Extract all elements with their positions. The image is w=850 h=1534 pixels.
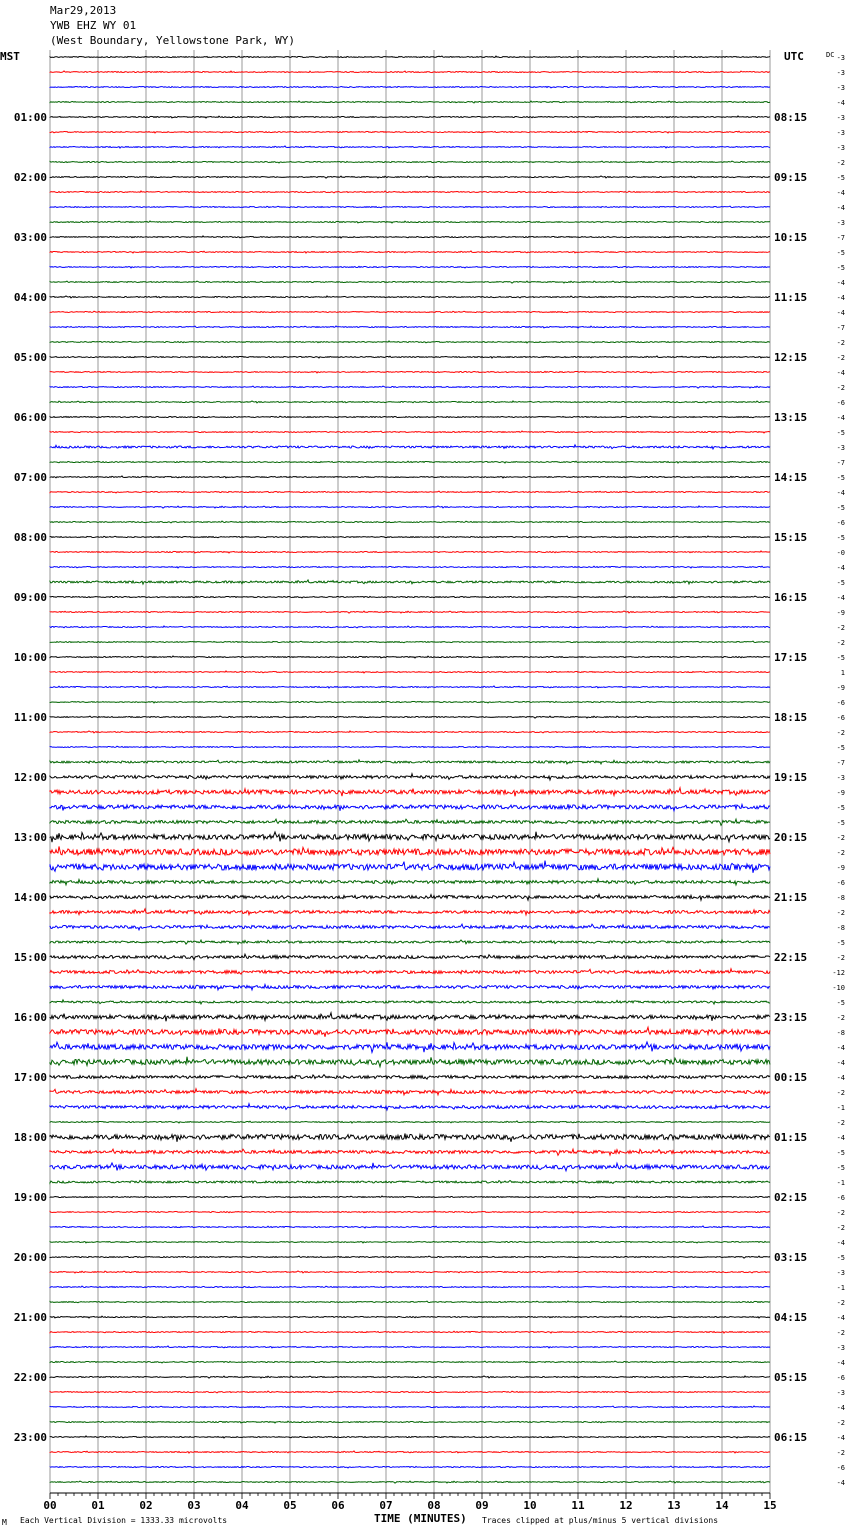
dc-offset-label: -3 — [836, 114, 845, 122]
dc-offset-label: -5 — [836, 1164, 845, 1172]
dc-offset-label: -4 — [836, 99, 845, 107]
dc-offset-label: -2 — [836, 1449, 845, 1457]
seismic-trace — [50, 1104, 770, 1110]
seismic-trace — [50, 1121, 770, 1123]
dc-offset-label: -7 — [836, 324, 845, 332]
seismic-trace — [50, 1436, 770, 1438]
seismic-trace — [50, 1196, 770, 1198]
dc-offset-label: -4 — [836, 1314, 845, 1322]
dc-offset-label: -2 — [836, 1014, 845, 1022]
mst-hour-label: 19:00 — [13, 1191, 47, 1204]
seismic-trace — [50, 656, 770, 658]
dc-offset-label: -7 — [836, 234, 845, 242]
utc-hour-label: 01:15 — [774, 1131, 808, 1144]
seismic-trace — [50, 1163, 770, 1171]
seismic-trace — [50, 341, 770, 343]
seismic-trace — [50, 146, 770, 148]
seismic-trace — [50, 1180, 770, 1183]
utc-hour-label: 15:15 — [774, 531, 808, 544]
seismic-trace — [50, 506, 770, 508]
x-tick-label: 14 — [715, 1499, 729, 1512]
dc-offset-label: -7 — [836, 759, 845, 767]
seismic-trace — [50, 101, 770, 103]
seismic-trace — [50, 161, 770, 163]
corner-mark: M — [2, 1518, 7, 1527]
axis-labels — [14, 51, 845, 1512]
dc-offset-label: -2 — [836, 384, 845, 392]
utc-hour-label: 10:15 — [774, 231, 808, 244]
dc-offset-label: -3 — [836, 1344, 845, 1352]
mst-hour-label: 07:00 — [13, 471, 47, 484]
seismic-trace — [50, 176, 770, 178]
seismic-trace — [50, 804, 770, 811]
mst-hour-label: 18:00 — [13, 1131, 47, 1144]
x-tick-label: 01 — [91, 1499, 105, 1512]
dc-offset-label: -4 — [836, 1134, 845, 1142]
seismic-trace — [50, 940, 770, 944]
seismic-trace — [50, 251, 770, 253]
x-tick-label: 07 — [379, 1499, 393, 1512]
seismic-trace — [50, 1346, 770, 1348]
seismic-trace — [50, 924, 770, 930]
seismic-trace — [50, 1000, 770, 1004]
mst-hour-label: 05:00 — [13, 351, 47, 364]
seismic-trace — [50, 1286, 770, 1287]
dc-offset-label: -9 — [836, 684, 845, 692]
dc-offset-label: -4 — [836, 594, 845, 602]
seismic-trace — [50, 116, 770, 118]
seismic-trace — [50, 846, 770, 855]
seismic-trace — [50, 476, 770, 478]
seismic-trace — [50, 611, 770, 613]
dc-offset-label: -2 — [836, 729, 845, 737]
dc-offset-label: -6 — [836, 1374, 845, 1382]
seismic-trace — [50, 984, 770, 989]
dc-offset-label: -3 — [836, 774, 845, 782]
dc-offset-label: -4 — [836, 1359, 845, 1367]
dc-offset-label: -3 — [836, 1269, 845, 1277]
dc-offset-label: -4 — [836, 414, 845, 422]
seismic-trace — [50, 1406, 770, 1408]
dc-offset-label: -4 — [836, 1479, 845, 1487]
utc-hour-label: 18:15 — [774, 711, 808, 724]
dc-offset-label: -4 — [836, 1239, 845, 1247]
seismic-trace — [50, 879, 770, 885]
seismic-trace — [50, 701, 770, 703]
dc-offset-label: -2 — [836, 954, 845, 962]
dc-offset-label: -4 — [836, 564, 845, 572]
dc-offset-label: -5 — [836, 819, 845, 827]
dc-offset-label: -5 — [836, 804, 845, 812]
seismic-trace — [50, 731, 770, 733]
utc-hour-label: 13:15 — [774, 411, 808, 424]
seismic-trace — [50, 894, 770, 900]
seismic-trace — [50, 832, 770, 842]
dc-offset-label: -4 — [836, 1434, 845, 1442]
mst-hour-label: 16:00 — [13, 1011, 47, 1024]
dc-offset-label: -5 — [836, 504, 845, 512]
seismic-trace — [50, 311, 770, 312]
seismic-trace — [50, 386, 770, 388]
seismic-trace — [50, 566, 770, 568]
mst-hour-label: 03:00 — [13, 231, 47, 244]
dc-offset-label: -4 — [836, 1044, 845, 1052]
dc-offset-label: -4 — [836, 204, 845, 212]
seismic-trace — [50, 206, 770, 208]
mst-hour-label: 13:00 — [13, 831, 47, 844]
seismic-trace — [50, 296, 770, 298]
dc-offset-label: -5 — [836, 429, 845, 437]
utc-hour-label: 05:15 — [774, 1371, 808, 1384]
seismic-trace — [50, 909, 770, 915]
seismic-trace — [50, 491, 770, 493]
dc-offset-label: -3 — [836, 1389, 845, 1397]
mst-hour-label: 06:00 — [13, 411, 47, 424]
dc-offset-label: -6 — [836, 1194, 845, 1202]
dc-offset-label: -5 — [836, 474, 845, 482]
dc-offset-label: -8 — [836, 1029, 845, 1037]
dc-offset-label: -1 — [836, 1104, 845, 1112]
x-tick-label: 06 — [331, 1499, 345, 1512]
seismic-traces — [50, 56, 770, 1483]
station-location: (West Boundary, Yellowstone Park, WY) — [50, 34, 296, 47]
seismic-trace — [50, 1226, 770, 1228]
dc-offset-label: -2 — [836, 849, 845, 857]
plot-date: Mar29,2013 — [50, 4, 117, 17]
dc-offset-label: -9 — [836, 609, 845, 617]
seismic-trace — [50, 1089, 770, 1095]
seismic-trace — [50, 1013, 770, 1021]
dc-offset-label: -5 — [836, 264, 845, 272]
seismic-trace — [50, 1241, 770, 1243]
dc-offset-label: -6 — [836, 519, 845, 527]
scale-note: Each Vertical Division = 1333.33 microvolts — [20, 1516, 228, 1525]
seismic-trace — [50, 281, 770, 283]
seismic-trace — [50, 1421, 770, 1423]
seismic-trace — [50, 788, 770, 796]
seismic-trace — [50, 371, 770, 373]
dc-offset-label: -1 — [836, 1179, 845, 1187]
x-tick-label: 11 — [571, 1499, 585, 1512]
seismic-trace — [50, 131, 770, 133]
seismic-trace — [50, 1466, 770, 1468]
seismic-trace — [50, 626, 770, 628]
mst-hour-label: 09:00 — [13, 591, 47, 604]
x-tick-label: 10 — [523, 1499, 537, 1512]
dc-offset-label: 1 — [840, 669, 845, 677]
mst-hour-label: 04:00 — [13, 291, 47, 304]
seismic-trace — [50, 1075, 770, 1079]
seismic-trace — [50, 1134, 770, 1142]
dc-offset-label: -4 — [836, 489, 845, 497]
dc-offset-label: -2 — [836, 1089, 845, 1097]
x-tick-label: 15 — [763, 1499, 777, 1512]
x-axis-title: TIME (MINUTES) — [374, 1512, 467, 1525]
dc-offset-label: -3 — [836, 69, 845, 77]
utc-hour-label: 23:15 — [774, 1011, 808, 1024]
seismic-trace — [50, 356, 770, 358]
dc-offset-label: -3 — [836, 129, 845, 137]
x-tick-label: 09 — [475, 1499, 489, 1512]
seismic-trace — [50, 401, 770, 403]
utc-axis-label: UTC — [784, 50, 804, 63]
mst-hour-label: 15:00 — [13, 951, 47, 964]
seismic-trace — [50, 819, 770, 825]
dc-offset-label: -4 — [836, 1074, 845, 1082]
dc-offset-label: -2 — [836, 354, 845, 362]
dc-offset-label: -6 — [836, 399, 845, 407]
dc-offset-label: -2 — [836, 1419, 845, 1427]
dc-offset-label: -5 — [836, 579, 845, 587]
seismic-trace — [50, 266, 770, 268]
mst-hour-label: 22:00 — [13, 1371, 47, 1384]
dc-offset-label: -1 — [836, 1284, 845, 1292]
seismic-trace — [50, 954, 770, 960]
seismic-trace — [50, 596, 770, 598]
dc-offset-label: -2 — [836, 624, 845, 632]
seismic-trace — [50, 416, 770, 417]
utc-hour-label: 03:15 — [774, 1251, 808, 1264]
dc-offset-label: -2 — [836, 1224, 845, 1232]
utc-hour-label: 17:15 — [774, 651, 808, 664]
dc-offset-label: -5 — [836, 1149, 845, 1157]
x-tick-label: 02 — [139, 1499, 153, 1512]
dc-offset-label: -10 — [832, 984, 845, 992]
mst-hour-label: 10:00 — [13, 651, 47, 664]
utc-hour-label: 08:15 — [774, 111, 808, 124]
x-tick-label: 00 — [43, 1499, 57, 1512]
seismic-trace — [50, 86, 770, 87]
seismic-trace — [50, 716, 770, 718]
dc-offset-label: -3 — [836, 444, 845, 452]
x-tick-label: 08 — [427, 1499, 441, 1512]
dc-offset-label: -0 — [836, 549, 845, 557]
seismic-trace — [50, 746, 770, 747]
dc-offset-label: -2 — [836, 1119, 845, 1127]
mst-hour-label: 21:00 — [13, 1311, 47, 1324]
seismic-trace — [50, 1391, 770, 1393]
utc-hour-label: 12:15 — [774, 351, 808, 364]
utc-hour-label: 21:15 — [774, 891, 808, 904]
seismic-trace — [50, 521, 770, 523]
seismic-trace — [50, 551, 770, 553]
utc-hour-label: 06:15 — [774, 1431, 808, 1444]
seismic-trace — [50, 1256, 770, 1258]
dc-offset-label: -5 — [836, 939, 845, 947]
seismic-trace — [50, 1027, 770, 1036]
dc-offset-label: -2 — [836, 1299, 845, 1307]
x-tick-label: 04 — [235, 1499, 249, 1512]
mst-hour-label: 01:00 — [13, 111, 47, 124]
dc-offset-label: -6 — [836, 879, 845, 887]
seismic-trace — [50, 445, 770, 449]
dc-offset-label: -4 — [836, 1404, 845, 1412]
mst-hour-label: 11:00 — [13, 711, 47, 724]
utc-hour-label: 22:15 — [774, 951, 808, 964]
dc-offset-label: -2 — [836, 1329, 845, 1337]
dc-offset-label: -5 — [836, 654, 845, 662]
x-tick-label: 05 — [283, 1499, 297, 1512]
seismic-trace — [50, 1376, 770, 1378]
seismic-trace — [50, 1271, 770, 1273]
dc-offset-label: -6 — [836, 1464, 845, 1472]
mst-axis-label: MST — [0, 50, 20, 63]
seismic-trace — [50, 861, 770, 873]
dc-offset-label: -2 — [836, 339, 845, 347]
x-tick-label: 03 — [187, 1499, 201, 1512]
seismic-trace — [50, 221, 770, 223]
dc-offset-label: -3 — [836, 219, 845, 227]
dc-offset-label: -5 — [836, 249, 845, 257]
dc-offset-label: -4 — [836, 279, 845, 287]
utc-hour-label: 04:15 — [774, 1311, 808, 1324]
dc-offset-label: -5 — [836, 999, 845, 1007]
seismic-trace — [50, 1331, 770, 1333]
dc-offset-label: -6 — [836, 699, 845, 707]
seismic-trace — [50, 1481, 770, 1483]
dc-offset-label: -12 — [832, 969, 845, 977]
dc-offset-label: -2 — [836, 834, 845, 842]
dc-offset-label: -5 — [836, 534, 845, 542]
x-tick-label: 12 — [619, 1499, 633, 1512]
dc-offset-label: -4 — [836, 189, 845, 197]
seismic-trace — [50, 56, 770, 58]
seismic-trace — [50, 1361, 770, 1363]
mst-hour-label: 14:00 — [13, 891, 47, 904]
dc-offset-label: -2 — [836, 639, 845, 647]
dc-offset-label: -4 — [836, 294, 845, 302]
dc-offset-label: -4 — [836, 309, 845, 317]
seismic-trace — [50, 1211, 770, 1213]
utc-hour-label: 19:15 — [774, 771, 808, 784]
dc-offset-label: -3 — [836, 144, 845, 152]
seismic-trace — [50, 431, 770, 433]
seismic-trace — [50, 461, 770, 463]
seismic-trace — [50, 969, 770, 974]
seismic-trace — [50, 671, 770, 673]
seismic-trace — [50, 580, 770, 584]
mst-hour-label: 12:00 — [13, 771, 47, 784]
mst-hour-label: 20:00 — [13, 1251, 47, 1264]
seismic-trace — [50, 1057, 770, 1067]
seismic-trace — [50, 1301, 770, 1303]
mst-hour-label: 23:00 — [13, 1431, 47, 1444]
utc-hour-label: 16:15 — [774, 591, 808, 604]
seismic-trace — [50, 774, 770, 780]
seismic-trace — [50, 536, 770, 538]
dc-offset-label: -3 — [836, 84, 845, 92]
dc-offset-label: -7 — [836, 459, 845, 467]
seismic-trace — [50, 686, 770, 688]
x-tick-label: 13 — [667, 1499, 681, 1512]
seismic-trace — [50, 191, 770, 193]
dc-offset-label: -6 — [836, 714, 845, 722]
dc-offset-label: -5 — [836, 174, 845, 182]
dc-offset-label: -5 — [836, 1254, 845, 1262]
mst-hour-label: 02:00 — [13, 171, 47, 184]
seismic-trace — [50, 641, 770, 643]
dc-offset-label: -2 — [836, 159, 845, 167]
dc-offset-label: -4 — [836, 1059, 845, 1067]
seismic-trace — [50, 1316, 770, 1318]
dc-offset-label: -9 — [836, 864, 845, 872]
dc-offset-label: -9 — [836, 789, 845, 797]
utc-hour-label: 02:15 — [774, 1191, 808, 1204]
dc-offset-label: -2 — [836, 909, 845, 917]
dc-offset-label: -8 — [836, 924, 845, 932]
seismic-trace — [50, 1149, 770, 1155]
clip-note: Traces clipped at plus/minus 5 vertical divisions — [482, 1516, 719, 1525]
seismic-trace — [50, 236, 770, 238]
seismic-trace — [50, 1042, 770, 1052]
dc-label: DC — [826, 51, 835, 59]
seismic-trace — [50, 1451, 770, 1453]
seismic-trace — [50, 760, 770, 764]
utc-hour-label: 20:15 — [774, 831, 808, 844]
dc-offset-label: -3 — [836, 54, 845, 62]
seismic-trace — [50, 71, 770, 73]
station-code: YWB EHZ WY 01 — [50, 19, 137, 32]
mst-hour-label: 08:00 — [13, 531, 47, 544]
dc-offset-label: -5 — [836, 744, 845, 752]
mst-hour-label: 17:00 — [13, 1071, 47, 1084]
utc-hour-label: 00:15 — [774, 1071, 808, 1084]
dc-offset-label: -8 — [836, 894, 845, 902]
dc-offset-label: -2 — [836, 1209, 845, 1217]
seismic-trace — [50, 326, 770, 328]
dc-offset-label: -4 — [836, 369, 845, 377]
utc-hour-label: 09:15 — [774, 171, 808, 184]
utc-hour-label: 11:15 — [774, 291, 808, 304]
utc-hour-label: 14:15 — [774, 471, 808, 484]
